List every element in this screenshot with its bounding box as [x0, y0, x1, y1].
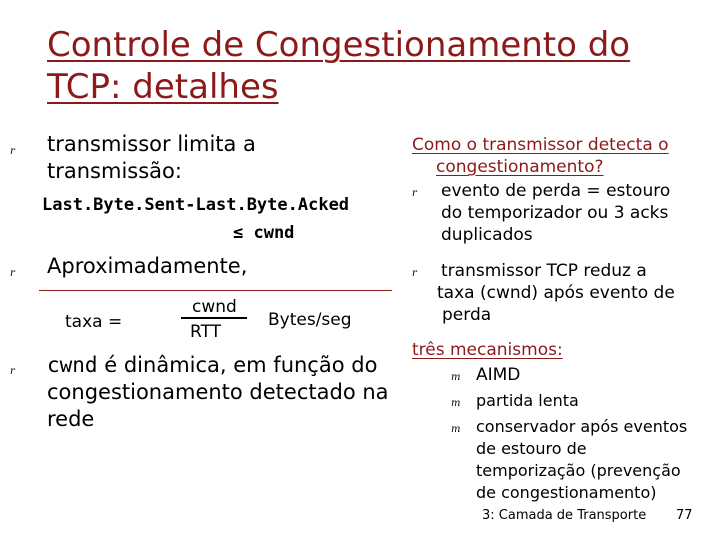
formula-denominator: RTT: [190, 322, 222, 342]
bullet-icon: r: [10, 146, 15, 157]
code-le-cwnd: ≤ cwnd: [233, 223, 295, 243]
title-line-1: Controle de Congestionamento do: [47, 25, 631, 65]
formula-label: taxa =: [65, 312, 123, 332]
mechanism-conservative-line-4: de congestionamento): [476, 483, 657, 502]
right-bullet-2-line-1: transmissor TCP reduz a: [441, 261, 647, 281]
right-bullet-2: [437, 260, 699, 326]
formula-units: Bytes/seg: [268, 310, 352, 330]
left-bullet-2: Aproximadamente,: [47, 254, 248, 278]
right-bullet-2-line-3: perda: [442, 305, 492, 325]
left-bullet-1-line-1: transmissor limita a: [47, 132, 256, 156]
bullet-icon: r: [412, 268, 417, 279]
mechanisms-heading: três mecanismos:: [412, 340, 563, 360]
left-bullet-1-line-2: transmissão:: [47, 159, 182, 183]
slide-title: [47, 24, 630, 108]
mechanism-conservative-line-2: de estouro de: [476, 439, 587, 458]
right-heading-line-2: congestionamento?: [436, 157, 604, 177]
left-bullet-3-line-1-rest: é dinâmica, em função do: [97, 353, 378, 377]
code-lastbyte-expression: Last.Byte.Sent-Last.Byte.Acked: [42, 195, 350, 215]
right-heading-line-1: Como o transmissor detecta o: [412, 135, 669, 155]
right-bullet-2-line-2: taxa (cwnd) após evento de: [437, 283, 675, 303]
footer-page-number: 77: [676, 508, 693, 523]
left-bullet-3-line-3: rede: [47, 407, 95, 431]
left-bullet-3-line-1: [47, 352, 389, 379]
right-bullet-1: [441, 180, 670, 246]
sub-bullet-icon: m: [451, 372, 461, 383]
right-bullet-1-line-3: duplicados: [441, 225, 533, 245]
left-bullet-1: [47, 131, 256, 185]
footer-chapter: 3: Camada de Transporte: [482, 508, 647, 523]
bullet-icon: r: [10, 366, 15, 377]
formula-numerator: cwnd: [192, 297, 237, 317]
title-line-2: TCP: detalhes: [47, 67, 279, 107]
bullet-icon: r: [412, 188, 417, 199]
left-bullet-3-line-2: congestionamento detectado na: [47, 380, 389, 404]
mechanism-slow-start: partida lenta: [476, 391, 579, 410]
fraction-bar: [181, 317, 247, 319]
bullet-icon: r: [10, 268, 15, 279]
cwnd-term: cwnd: [47, 353, 98, 377]
right-bullet-1-line-2: do temporizador ou 3 acks: [441, 203, 669, 223]
mechanism-aimd: AIMD: [476, 365, 521, 385]
sub-bullet-icon: m: [451, 398, 461, 409]
left-bullet-3: [47, 352, 389, 433]
sub-bullet-icon: m: [451, 424, 461, 435]
mechanism-conservative: [476, 416, 687, 504]
right-bullet-1-line-1: evento de perda = estouro: [441, 181, 671, 201]
mechanism-conservative-line-3: temporização (prevenção: [476, 461, 681, 480]
mechanism-conservative-line-1: conservador após eventos: [476, 417, 688, 436]
